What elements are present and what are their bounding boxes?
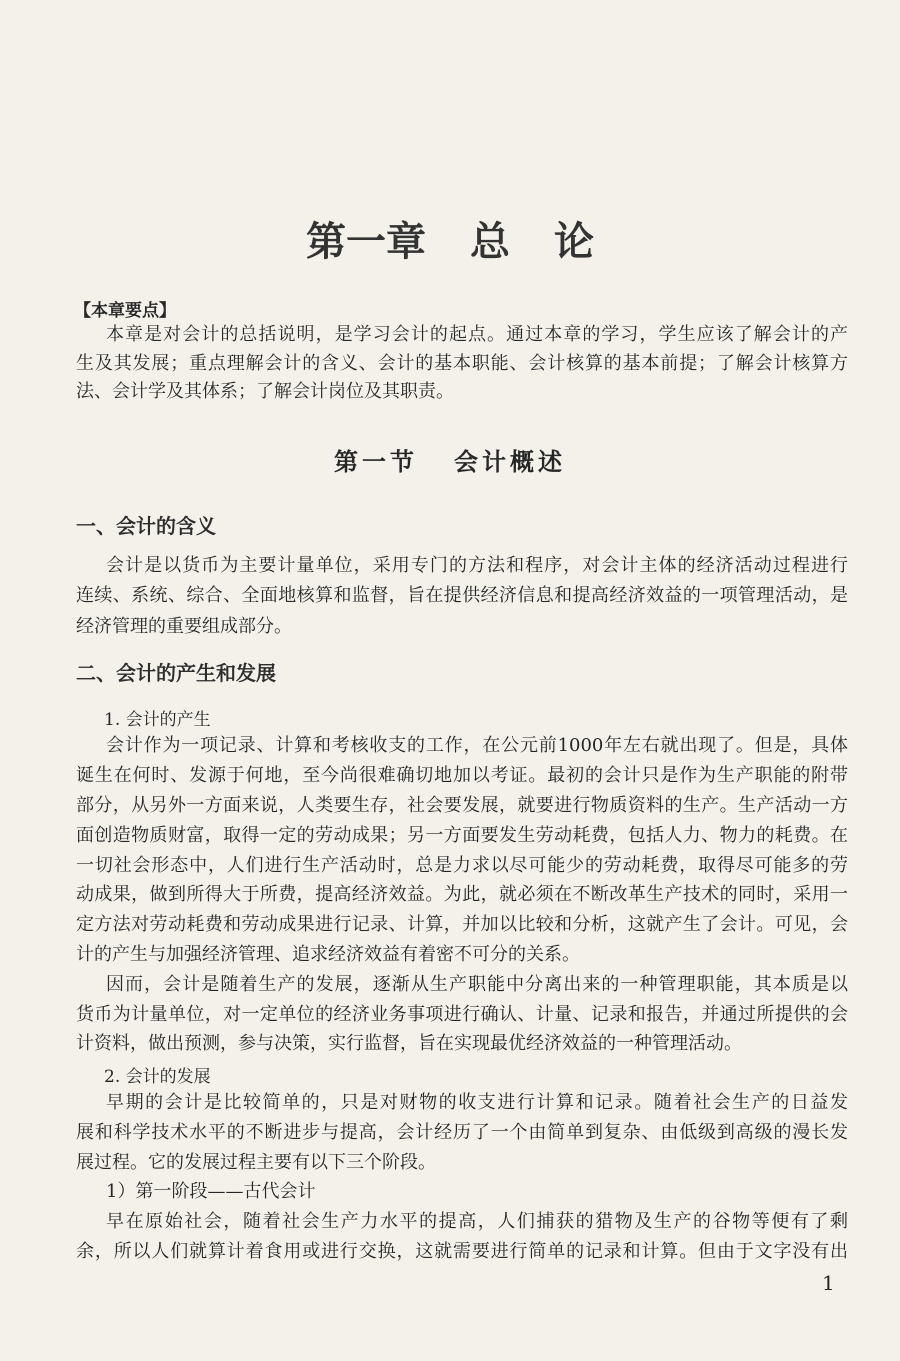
paragraph-line: 诞生在何时、发源于何地，至今尚很难确切地加以考证。最初的会计只是作为生产职能的附带 <box>76 765 848 786</box>
section-number: 第一节 <box>334 447 418 476</box>
paragraph-line: 会计是以货币为主要计量单位，采用专门的方法和程序，对会计主体的经济活动过程进行 <box>106 555 848 576</box>
paragraph-line: 早期的会计是比较简单的，只是对财物的收支进行计算和记录。随着社会生产的日益发 <box>106 1092 848 1113</box>
key-points-line: 生及其发展；重点理解会计的含义、会计的基本职能、会计核算的基本前提；了解会计核算方 <box>76 353 848 374</box>
paragraph-line: 早在原始社会，随着社会生产力水平的提高，人们捕获的猎物及生产的谷物等便有了剩 <box>106 1211 848 1232</box>
paragraph-line: 经济管理的重要组成部分。 <box>76 616 292 637</box>
heading-meaning: 一、会计的含义 <box>76 514 216 538</box>
paragraph-line: 计资料，做出预测，参与决策，实行监督，旨在实现最优经济效益的一种管理活动。 <box>76 1033 742 1054</box>
paragraph-line: 余，所以人们就算计着食用或进行交换，这就需要进行简单的记录和计算。但由于文字没有出 <box>76 1241 848 1262</box>
paragraph-line: 会计作为一项记录、计算和考核收支的工作，在公元前1000年左右就出现了。但是，具体 <box>106 735 848 756</box>
key-points-line: 本章是对会计的总括说明，是学习会计的起点。通过本章的学习，学生应该了解会计的产 <box>106 324 848 345</box>
subheading-origin: 1. 会计的产生 <box>104 710 211 730</box>
heading-origin-development: 二、会计的产生和发展 <box>76 661 276 685</box>
chapter-title <box>0 210 900 267</box>
paragraph-line: 部分，从另外一方面来说，人类要生存，社会要发展，就要进行物质资料的生产。生产活动一方 <box>76 795 848 816</box>
paragraph-line: 货币为计量单位，对一定单位的经济业务事项进行确认、计量、记录和报告，并通过所提供的会 <box>76 1004 848 1025</box>
subheading-development: 2. 会计的发展 <box>104 1067 211 1087</box>
paragraph-line: 展和科学技术水平的不断进步与提高，会计经历了一个由简单到复杂、由低级到高级的漫长发 <box>76 1122 848 1143</box>
chapter-title-char: 论 <box>554 219 594 265</box>
paragraph-line: 定方法对劳动耗费和劳动成果进行记录、计算，并加以比较和分析，这就产生了会计。可见，会 <box>76 914 848 935</box>
chapter-title-char: 总 <box>470 219 510 265</box>
paragraph-line: 一切社会形态中，人们进行生产活动时，总是力求以尽可能少的劳动耗费，取得尽可能多的劳 <box>76 855 848 876</box>
paragraph-line: 连续、系统、综合、全面地核算和监督，旨在提供经济信息和提高经济效益的一项管理活动，是 <box>76 585 848 606</box>
section-name: 会计概述 <box>454 447 566 476</box>
paragraph-line: 计的产生与加强经济管理、追求经济效益有着密不可分的关系。 <box>76 944 580 965</box>
paragraph-line: 动成果，做到所得大于所费，提高经济效益。为此，就必须在不断改革生产技术的同时，采用一 <box>76 884 848 905</box>
paragraph-line: 因而，会计是随着生产的发展，逐渐从生产职能中分离出来的一种管理职能，其本质是以 <box>106 974 848 995</box>
key-points-label: 【本章要点】 <box>74 301 176 321</box>
key-points-line: 法、会计学及其体系；了解会计岗位及其职责。 <box>76 381 454 402</box>
stage-heading: 1）第一阶段——古代会计 <box>106 1181 316 1202</box>
page-number: 1 <box>822 1271 835 1295</box>
paragraph-line: 面创造物质财富，取得一定的劳动成果；另一方面要发生劳动耗费，包括人力、物力的耗费。在 <box>76 825 848 846</box>
chapter-number: 第一章 <box>306 219 426 265</box>
paragraph-line: 展过程。它的发展过程主要有以下三个阶段。 <box>76 1152 436 1173</box>
section-title <box>0 442 900 477</box>
